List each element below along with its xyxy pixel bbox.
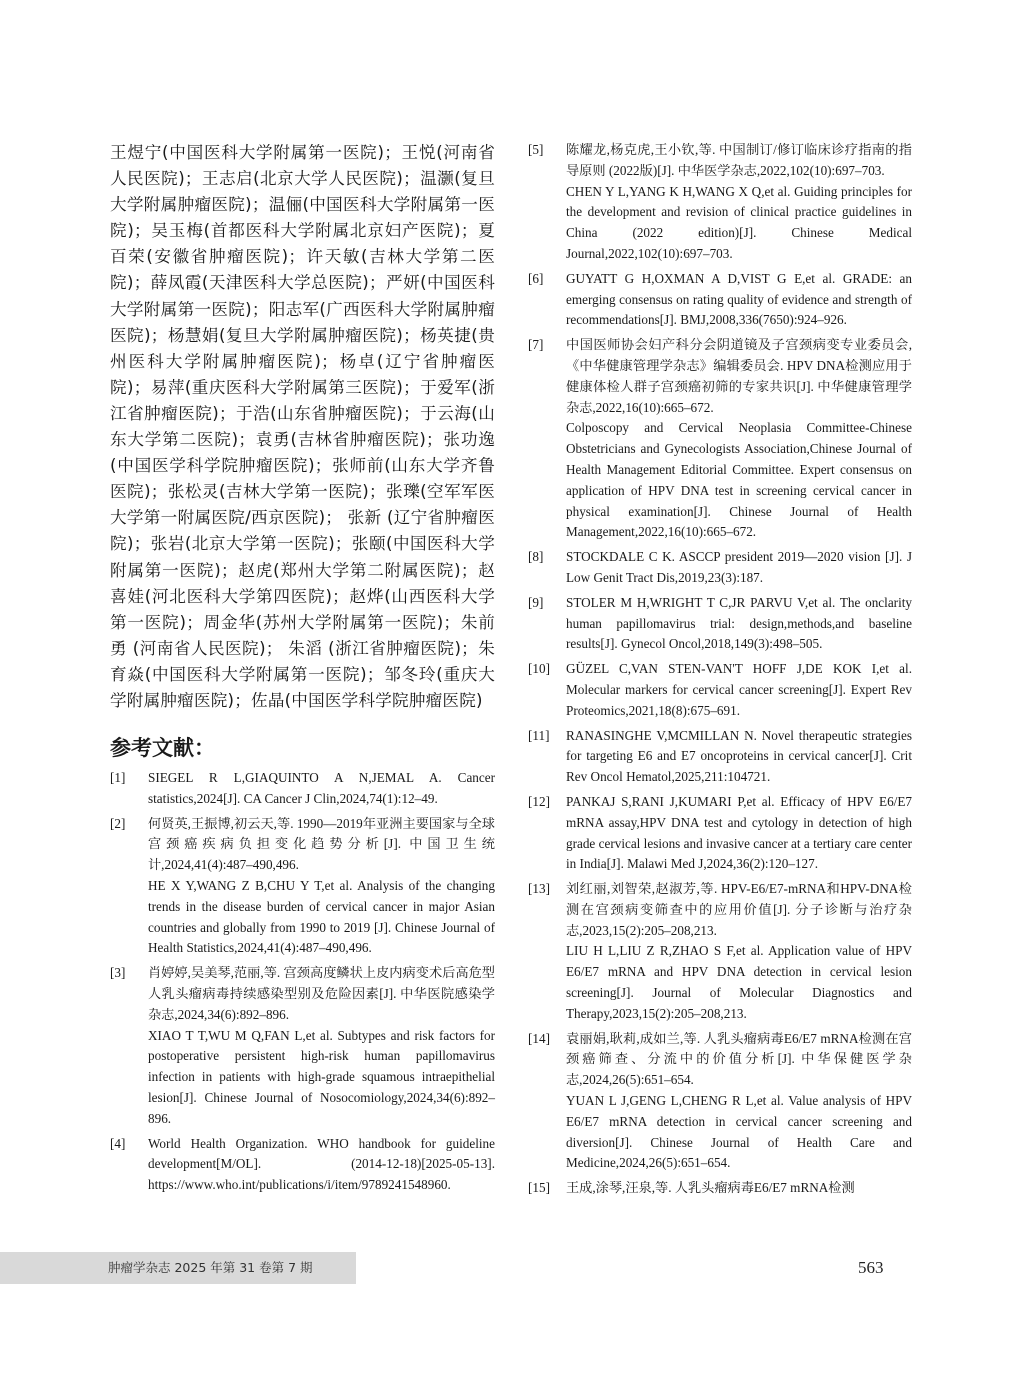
reference-text: 何贤英,王振博,初云天,等. 1990—2019年亚洲主要国家与全球宫颈癌疾病负担变化趋势分析[J]. 中国卫生统计,2024,41(4):487–490,496. (148, 815, 495, 873)
reference-item (110, 768, 495, 810)
reference-text: PANKAJ S,RANI J,KUMARI P,et al. Efficacy of HPV E6/E7 mRNA assay,HPV DNA test and cytology in detection of high grade cervical lesions and invasive cancer at a tertiary care center in India[J]. Malawi Med J,2024,36(2):120–127. (566, 793, 912, 872)
reference-text: 肖婷婷,吴美琴,范丽,等. 宫颈高度鳞状上皮内病变术后高危型人乳头瘤病毒持续感染型别及危险因素[J]. 中华医院感染学杂志,2024,34(6):892–896. (148, 965, 495, 1022)
reference-list-right (528, 140, 912, 1199)
reference-item (528, 659, 912, 721)
reference-text: SIEGEL R L,GIAQUINTO A N,JEMAL A. Cancer statistics,2024[J]. CA Cancer J Clin,2024,74(1):12–49. (148, 770, 495, 806)
reference-number: [12] (528, 793, 550, 809)
left-column (110, 140, 495, 1200)
reference-number: [7] (528, 337, 544, 353)
reference-item (528, 140, 912, 265)
reference-item (528, 1029, 912, 1175)
reference-text: HE X Y,WANG Z B,CHU Y T,et al. Analysis of the changing trends in the disease burden of cervical cancer in major Asian countries and globally from 1990 to 2019 [J]. Chinese Journal of Health Statistics,2024,41(4):487–490,496. (148, 878, 495, 956)
reference-text: 中国医师协会妇产科分会阴道镜及子宫颈病变专业委员会,《中华健康管理学杂志》编辑委员会. HPV DNA检测应用于健康体检人群子宫颈癌初筛的专家共识[J]. 中华健康管理学杂志,2022,16(10):665–672. (566, 337, 912, 415)
reference-item (110, 814, 495, 960)
right-column (528, 140, 912, 1203)
reference-text: 袁丽娟,耿莉,成如兰,等. 人乳头瘤病毒E6/E7 mRNA检测在宫颈癌筛查、分流中的价值分析[J]. 中华保健医学杂志,2024,26(5):651–654. (566, 1030, 912, 1088)
reference-item (528, 879, 912, 1025)
reference-number: [1] (110, 770, 126, 786)
page-number: 563 (858, 1258, 884, 1277)
reference-item (528, 269, 912, 331)
reference-list-left (110, 768, 495, 1196)
reference-number: [5] (528, 142, 544, 157)
reference-text: STOCKDALE C K. ASCCP president 2019—2020 vision [J]. J Low Genit Tract Dis,2019,23(3):187. (566, 549, 912, 585)
reference-text: STOLER M H,WRIGHT T C,JR PARVU V,et al. The onclarity human papillomavirus trial: design,methods,and baseline results[J]. Gynecol Oncol,2018,149(3):498–505. (566, 594, 912, 652)
reference-text: YUAN L J,GENG L,CHENG R L,et al. Value analysis of HPV E6/E7 mRNA detection in cervical cancer screening and diversion[J]. Chinese Journal of Health Care and Medicine,2024,26(5):651–654. (566, 1093, 912, 1171)
reference-number: [6] (528, 270, 544, 286)
reference-item (528, 792, 912, 875)
reference-item (528, 335, 912, 543)
references-heading: 参考文献： (110, 736, 215, 761)
reference-item (110, 963, 495, 1129)
reference-text: Colposcopy and Cervical Neoplasia Committee-Chinese Obstetricians and Gynecologists Association,Chinese Journal of Health Management Editorial Committee. Expert consensus on application of HPV DNA test in screening cervical cancer in physical examination[J]. Chinese Journal of Health Management,2022,16(10):665–672. (566, 420, 912, 540)
reference-text: 陈耀龙,杨克虎,王小钦,等. 中国制订/修订临床诊疗指南的指导原则 (2022版)[J]. 中华医学杂志,2022,102(10):697–703. (566, 142, 912, 178)
reference-number: [9] (528, 594, 544, 610)
reference-text: LIU H L,LIU Z R,ZHAO S F,et al. Application value of HPV E6/E7 mRNA and HPV DNA detection in cervical lesion screening[J]. Journal of Molecular Diagnostics and Therapy,2023,15(2):205–208,213. (566, 943, 912, 1021)
reference-text: CHEN Y L,YANG K H,WANG X Q,et al. Guiding principles for the development and revision of clinical practice guidelines in China (2022 edition)[J]. Chinese Medical Journal,2022,102(10):697–703. (566, 183, 912, 261)
reference-text: GÜZEL C,VAN STEN-VAN'T HOFF J,DE KOK I,et al. Molecular markers for cervical cancer screening[J]. Expert Rev Proteomics,2021,18(8):675–691. (566, 661, 912, 718)
reference-item (528, 1178, 912, 1199)
reference-number: [3] (110, 965, 126, 981)
reference-text: GUYATT G H,OXMAN A D,VIST G E,et al. GRADE: an emerging consensus on rating quality of evidence and strength of recommendations[J]. BMJ,2008,336(7650):924–926. (566, 270, 912, 328)
reference-number: [14] (528, 1030, 550, 1046)
reference-number: [13] (528, 881, 550, 897)
reference-text: XIAO T T,WU M Q,FAN L,et al. Subtypes and risk factors for postoperative persistent high-risk human papillomavirus infection in patients with high-grade squamous intraepithelial lesion[J]. Chinese Journal of Nosocomiology,2024,34(6):892–896. (148, 1027, 495, 1126)
reference-item (528, 726, 912, 788)
reference-number: [2] (110, 815, 126, 831)
reference-text: 王成,涂琴,汪泉,等. 人乳头瘤病毒E6/E7 mRNA检测 (566, 1180, 855, 1196)
footer-journal-info: 肿瘤学杂志 2025 年第 31 卷第 7 期 (108, 1260, 313, 1275)
reference-item (528, 547, 912, 589)
reference-item (110, 1134, 495, 1196)
reference-number: [10] (528, 661, 550, 677)
reference-text: 刘红丽,刘智荣,赵淑芳,等. HPV-E6/E7-mRNA和HPV-DNA检测在宫颈病变筛查中的应用价值[J]. 分子诊断与治疗杂志,2023,15(2):205–208,213. (566, 881, 912, 938)
reference-number: [8] (528, 549, 544, 565)
reference-number: [4] (110, 1135, 126, 1151)
reference-text: RANASINGHE V,MCMILLAN N. Novel therapeutic strategies for targeting E6 and E7 oncoproteins in cervical cancer[J]. Crit Rev Oncol Hematol,2025,211:104721. (566, 727, 912, 785)
reference-number: [11] (528, 727, 550, 743)
reference-number: [15] (528, 1180, 550, 1196)
reference-text: World Health Organization. WHO handbook for guideline development[M/OL]. (2014-12-18)[2025-05-13]. https://www.who.int/publications/i/item/9789241548960. (148, 1135, 495, 1193)
contributor-list: 王煜宁(中国医科大学附属第一医院)；王悦(河南省人民医院)；王志启(北京大学人民医院)；温灏(复旦大学附属肿瘤医院)；温俪(中国医科大学附属第一医院)；吴玉梅(首都医科大学附属北京妇产医院)；夏百荣(安徽省肿瘤医院)；许天敏(吉林大学第二医院)；薛凤霞(天津医科大学总医院)；严妍(中国医科大学附属第一医院)；阳志军(广西医科大学附属肿瘤医院)；杨慧娟(复旦大学附属肿瘤医院)；杨英捷(贵州医科大学附属肿瘤医院)；杨卓(辽宁省肿瘤医院)；易萍(重庆医科大学附属第三医院)；于爱军(浙江省肿瘤医院)；于浩(山东省肿瘤医院)；于云海(山东大学第二医院)；袁勇(吉林省肿瘤医院)；张功逸(中国医学科学院肿瘤医院)；张师前(山东大学齐鲁医院)；张松灵(吉林大学第一医院)；张瓅(空军军医大学第一附属医院/西京医院)； 张新 (辽宁省肿瘤医院)；张岩(北京大学第一医院)；张颐(中国医科大学附属第一医院)；赵虎(郑州大学第二附属医院)；赵喜娃(河北医科大学第四医院)；赵烨(山西医科大学第一医院)；周金华(苏州大学附属第一医院)；朱前勇 (河南省人民医院)； 朱滔 (浙江省肿瘤医院)；朱育焱(中国医科大学附属第一医院)；邹冬玲(重庆大学附属肿瘤医院)；佐晶(中国医学科学院肿瘤医院) (110, 143, 495, 710)
reference-item (528, 593, 912, 655)
